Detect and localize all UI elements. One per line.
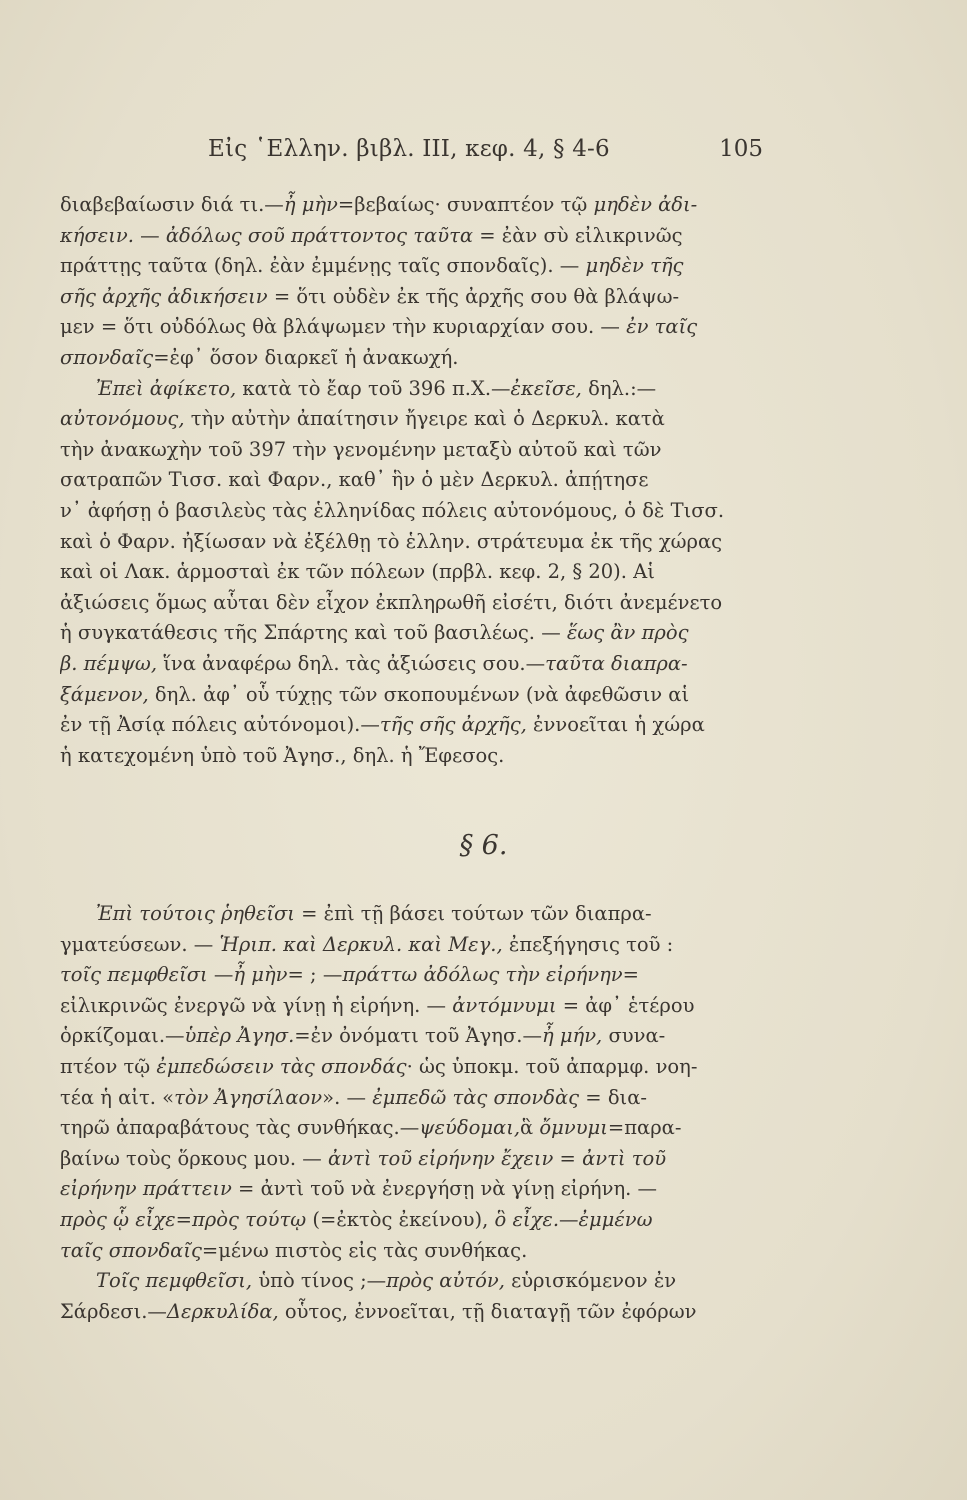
italic-term: ταῦτα διαπρα- <box>545 651 688 675</box>
italic-term: Ἐπὶ τούτοις ῥηθεῖσι <box>96 902 295 925</box>
text-line <box>60 991 763 1022</box>
text-run: εὑρισκόμενον ἐν <box>504 1269 677 1293</box>
italic-term: ὄμνυμι <box>539 1116 608 1140</box>
text-run: γματεύσεων. — <box>60 932 220 956</box>
running-title: Εἰς ῾Ελλην. βιβλ. III, κεφ. 4, § 4-6 <box>208 136 610 162</box>
section-heading: § 6. <box>459 830 508 861</box>
italic-term: ἀντὶ τοῦ <box>582 1146 667 1170</box>
text-run: ». — <box>322 1085 373 1109</box>
text-run: (=ἐκτὸς ἐκείνου), <box>306 1207 495 1231</box>
text-run: ἀξιώσεις ὅμως αὗται δὲν εἶχον ἐκπληρωθῆ εἰσέτι, διότι ἀνεμένετο <box>60 590 723 614</box>
italic-term: ἐμπεδῶ τὰς σπονδὰς <box>372 1085 580 1109</box>
text-run: = ἀφ᾽ ἑτέρου <box>556 993 695 1017</box>
text-line <box>60 1021 763 1052</box>
text-line <box>60 1266 763 1297</box>
text-run: — <box>559 1207 579 1231</box>
text-line <box>60 899 763 930</box>
italic-term: ἐμμένω <box>578 1207 653 1231</box>
italic-term: β. πέμψω, <box>60 651 158 675</box>
italic-term: τὸν Ἀγησίλαον <box>174 1085 323 1109</box>
text-run: τὴν ἀνακωχὴν τοῦ 397 τὴν γενομένην μεταξὺ αὐτοῦ καὶ τῶν <box>60 437 662 461</box>
italic-term: τῆς σῆς ἀρχῆς, <box>379 713 527 737</box>
italic-term: ἦ μήν, <box>541 1024 603 1048</box>
text-line <box>60 710 763 741</box>
italic-term: ἀντὶ τοῦ εἰρήνην ἔχειν <box>328 1146 554 1170</box>
italic-term: ἀδόλως σοῦ πράττοντος ταῦτα <box>165 223 474 247</box>
italic-term: σῆς ἀρχῆς ἀδικήσειν <box>60 284 268 308</box>
text-line <box>60 1205 763 1236</box>
text-run: ν᾽ ἀφήσῃ ὁ βασιλεὺς τὰς ἑλληνίδας πόλεις αὐτονόμους, ὁ δὲ Τισσ. <box>60 498 725 522</box>
italic-term: Τοῖς πεμφθεῖσι, <box>96 1269 253 1293</box>
text-run: = δια- <box>579 1085 647 1109</box>
text-run: ὁρκίζομαι.— <box>60 1024 185 1048</box>
text-run: πτέον τῷ <box>60 1054 157 1078</box>
commentary-text-block-1 <box>60 190 763 771</box>
text-line <box>60 312 763 343</box>
text-line <box>60 1083 763 1114</box>
text-run: = ἀντὶ τοῦ νὰ ἐνεργήσῃ νὰ γίνῃ εἰρήνη. — <box>231 1177 658 1201</box>
text-run: ἐννοεῖται ἡ χώρα <box>526 713 705 737</box>
text-run: διαβεβαίωσιν διά τι.— <box>60 193 284 216</box>
commentary-text-block-2 <box>60 899 763 1327</box>
italic-term: μηδὲν τῆς <box>585 254 684 278</box>
italic-term: πρὸς αὐτόν, <box>386 1269 505 1293</box>
italic-term: ἐκεῖσε, <box>510 376 582 400</box>
text-run: = ; — <box>287 963 343 987</box>
italic-term: εἰρήνην πράττειν <box>60 1177 232 1201</box>
text-run: = <box>622 963 639 987</box>
text-run: τέα ἡ αἰτ. « <box>60 1085 175 1109</box>
italic-term: ὑπὲρ Ἀγησ. <box>184 1024 295 1048</box>
text-run: συνα- <box>602 1024 666 1048</box>
text-line <box>60 960 763 991</box>
text-line <box>60 343 763 374</box>
text-line <box>60 1174 763 1205</box>
text-run: = ἐὰν σὺ εἰλικρινῶς <box>473 223 683 247</box>
text-run: ἐν τῇ Ἀσίᾳ πόλεις αὐτόνομοι).— <box>60 713 380 737</box>
text-run: =ἐν ὀνόματι τοῦ Ἀγησ.— <box>294 1024 542 1048</box>
text-run: καὶ ὁ Φαρν. ἠξίωσαν νὰ ἐξέλθῃ τὸ ἑλλην. στράτευμα ἐκ τῆς χώρας <box>60 529 723 553</box>
text-run: βαίνω τοὺς ὅρκους μου. — <box>60 1146 329 1170</box>
text-line <box>60 221 763 252</box>
text-line <box>60 496 763 527</box>
text-line <box>60 465 763 496</box>
text-run: τὴν αὐτὴν ἀπαίτησιν ἤγειρε καὶ ὁ Δερκυλ. κατὰ <box>184 407 665 431</box>
italic-term: ἦ μὴν <box>283 193 338 216</box>
text-run: — <box>207 963 234 987</box>
text-run: — <box>133 223 166 247</box>
italic-term: κήσειν. <box>60 223 134 247</box>
text-line <box>60 190 763 221</box>
italic-term: ὃ εἶχε. <box>494 1207 560 1231</box>
text-line <box>60 557 763 588</box>
text-line <box>60 588 763 619</box>
italic-term: ἐν ταῖς <box>626 315 698 339</box>
text-line <box>60 930 763 961</box>
text-run: εἰλικρινῶς ἐνεργῶ νὰ γίνῃ ἡ εἰρήνη. — <box>60 993 453 1017</box>
text-run: =βεβαίως· συναπτέον τῷ <box>337 193 594 216</box>
italic-term: ψεύδομαι, <box>419 1116 521 1140</box>
page-number: 105 <box>719 136 763 162</box>
text-line <box>60 282 763 313</box>
italic-term: ἀντόμνυμι <box>452 993 557 1017</box>
text-run: =παρα- <box>607 1116 682 1140</box>
text-run: σατραπῶν Τισσ. καὶ Φαρν., καθ᾽ ἣν ὁ μὲν Δερκυλ. ἀπῄτησε <box>60 468 649 492</box>
italic-term: Ἐπεὶ ἀφίκετο, <box>96 376 237 400</box>
text-line <box>60 649 763 680</box>
italic-term: ταῖς σπονδαῖς <box>60 1238 202 1262</box>
text-run: ὑπὸ τίνος ;— <box>252 1269 387 1293</box>
italic-term: σπονδαῖς <box>60 345 154 369</box>
text-run: = ὅτι οὐδὲν ἐκ τῆς ἀρχῆς σου θὰ βλάψω- <box>267 284 680 308</box>
italic-term: ξάμενον, <box>60 682 149 706</box>
text-line <box>60 1144 763 1175</box>
text-run: Σάρδεσι.— <box>60 1299 167 1323</box>
italic-term: πρὸς τούτῳ <box>191 1207 307 1231</box>
text-line <box>60 1113 763 1144</box>
text-run: · ὡς ὑποκμ. τοῦ ἀπαρμφ. νοη- <box>406 1054 698 1078</box>
italic-term: ἕως ἂν πρὸς <box>566 621 689 645</box>
italic-term: Δερκυλίδα, <box>166 1299 279 1323</box>
text-run: κατὰ τὸ ἔαρ τοῦ 396 π.Χ.— <box>236 376 511 400</box>
text-run: ἃ <box>520 1116 540 1140</box>
italic-term: ἦ μὴν <box>233 963 288 987</box>
italic-term: πρὸς ᾧ εἶχε <box>60 1207 176 1231</box>
text-run: ἵνα ἀναφέρω δηλ. τὰς ἀξιώσεις σου.— <box>157 651 546 675</box>
text-run: = ἐπὶ τῇ βάσει τούτων τῶν διαπρα- <box>294 902 652 925</box>
page-header <box>60 136 763 170</box>
text-line <box>60 618 763 649</box>
text-run: καὶ οἱ Λακ. ἁρμοσταὶ ἐκ τῶν πόλεων (πρβλ. κεφ. 2, § 20). Αἱ <box>60 560 655 584</box>
text-line <box>60 741 763 772</box>
text-line <box>60 680 763 711</box>
italic-term: τοῖς πεμφθεῖσι <box>60 963 208 987</box>
text-run: δηλ. ἀφ᾽ οὗ τύχῃς τῶν σκοπουμένων (νὰ ἀφεθῶσιν αἱ <box>148 682 690 706</box>
text-line <box>60 404 763 435</box>
text-run: ἡ κατεχομένη ὑπὸ τοῦ Ἀγησ., δηλ. ἡ Ἔφεσος. <box>60 743 505 767</box>
italic-term: μηδὲν ἀδι- <box>593 193 698 216</box>
text-run: =μένω πιστὸς εἰς τὰς συνθήκας. <box>201 1238 528 1262</box>
text-run: = <box>175 1207 192 1231</box>
text-line <box>60 374 763 405</box>
text-run: δηλ.:— <box>581 376 657 400</box>
text-run: ἐπεξήγησις τοῦ : <box>502 932 674 956</box>
text-run: μεν = ὅτι οὐδόλως θὰ βλάψωμεν τὴν κυριαρχίαν σου. — <box>60 315 627 339</box>
text-run: πράττῃς ταῦτα (δηλ. ἐὰν ἐμμένῃς ταῖς σπονδαῖς). — <box>60 254 586 278</box>
text-run: =ἐφ᾽ ὅσον διαρκεῖ ἡ ἀνακωχή. <box>153 345 459 369</box>
text-line <box>60 1297 763 1328</box>
text-line <box>60 435 763 466</box>
text-run: τηρῶ ἀπαραβάτους τὰς συνθήκας.— <box>60 1116 420 1140</box>
italic-term: πράττω ἀδόλως τὴν εἰρήνην <box>342 963 623 987</box>
text-line <box>60 1052 763 1083</box>
text-line <box>60 527 763 558</box>
text-run: = <box>553 1146 583 1170</box>
italic-term: Ἡριπ. καὶ Δερκυλ. καὶ Μεγ., <box>219 932 503 956</box>
text-line <box>60 1236 763 1267</box>
text-run: ἡ συγκατάθεσις τῆς Σπάρτης καὶ τοῦ βασιλέως. — <box>60 621 567 645</box>
italic-term: αὐτονόμους, <box>60 407 185 431</box>
text-run: οὗτος, ἐννοεῖται, τῇ διαταγῇ τῶν ἐφόρων <box>278 1299 697 1323</box>
text-line <box>60 251 763 282</box>
italic-term: ἐμπεδώσειν τὰς σπονδάς <box>156 1054 407 1078</box>
